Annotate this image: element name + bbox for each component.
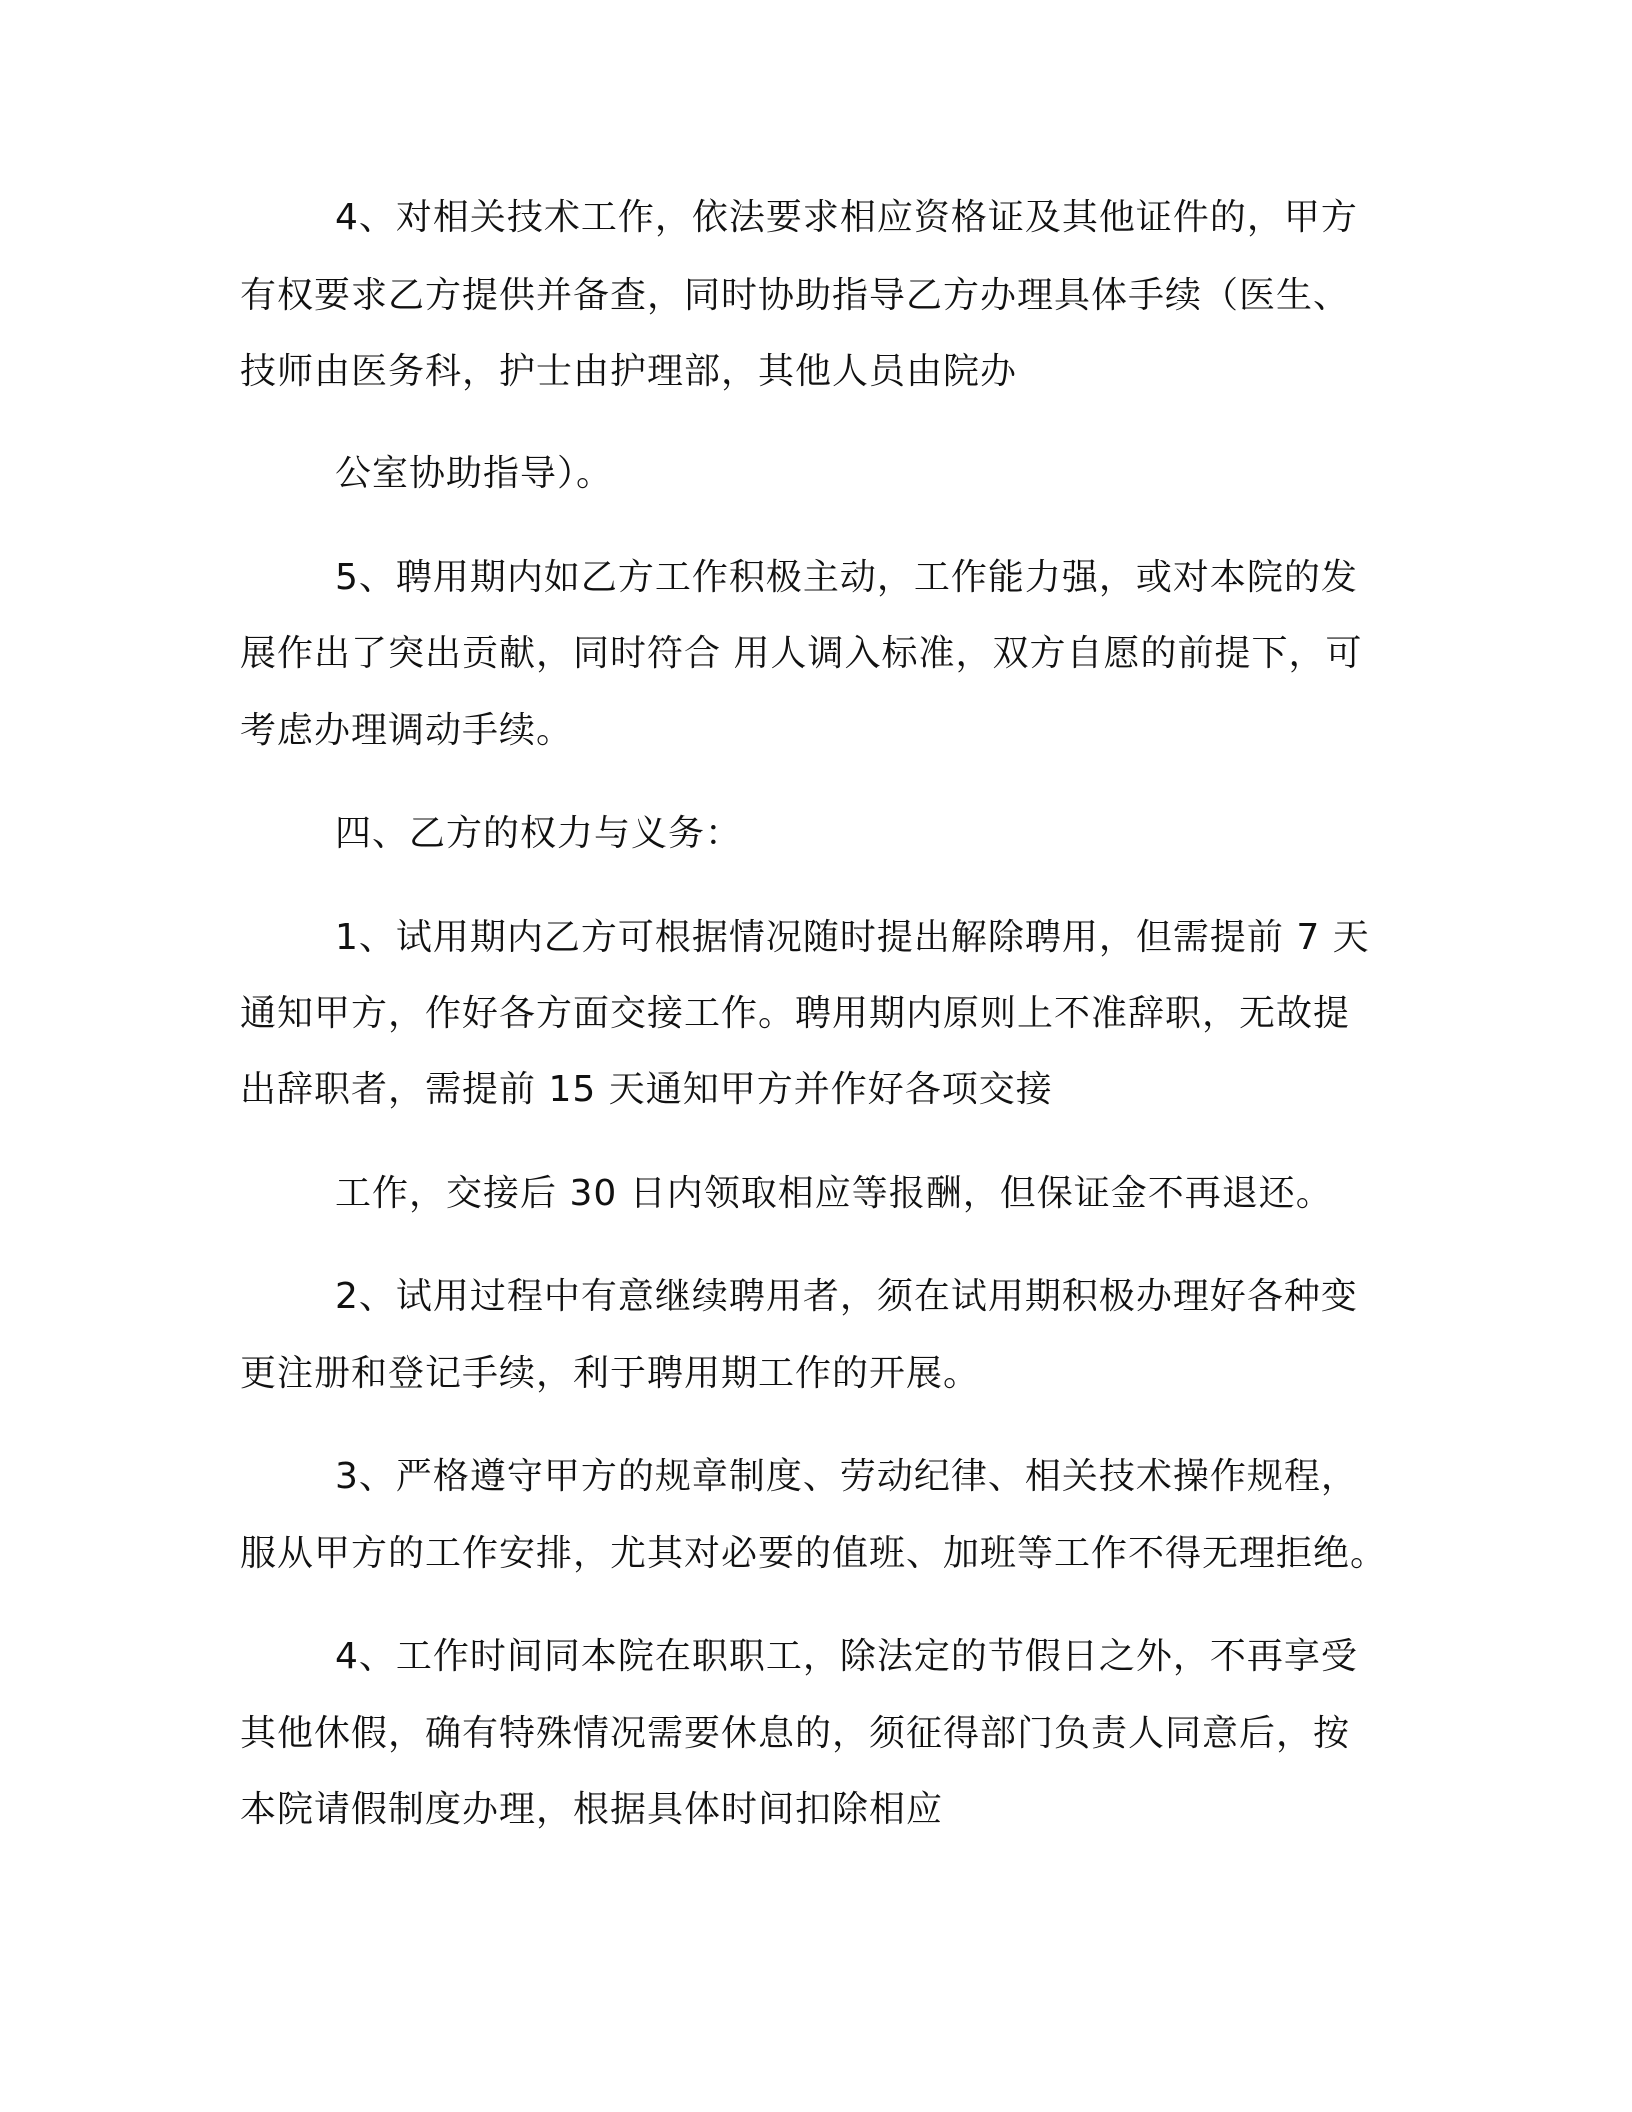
text-line: 其他休假，确有特殊情况需要休息的，须征得部门负责人同意后，按 (240, 1713, 1351, 1754)
text-line: 本院请假制度办理，根据具体时间扣除相应 (240, 1789, 944, 1830)
text-line: 有权要求乙方提供并备查，同时协助指导乙方办理具体手续（医生、 (240, 275, 1351, 316)
text-line: 4、对相关技术工作，依法要求相应资格证及其他证件的，甲方 (335, 197, 1358, 238)
text-line: 展作出了突出贡献，同时符合 用人调入标准，双方自愿的前提下，可 (240, 633, 1363, 674)
text-line: 服从甲方的工作安排，尤其对必要的值班、加班等工作不得无理拒绝。 (240, 1533, 1388, 1574)
text-line: 4、工作时间同本院在职职工，除法定的节假日之外，不再享受 (335, 1636, 1358, 1677)
text-line: 通知甲方，作好各方面交接工作。聘用期内原则上不准辞职，无故提 (240, 993, 1351, 1034)
text-line: 2、试用过程中有意继续聘用者，须在试用期积极办理好各种变 (335, 1276, 1358, 1317)
text-line: 5、聘用期内如乙方工作积极主动，工作能力强，或对本院的发 (335, 557, 1358, 598)
text-line: 3、严格遵守甲方的规章制度、劳动纪律、相关技术操作规程， (335, 1456, 1358, 1497)
text-line: 技师由医务科，护士由护理部，其他人员由院办 (240, 351, 1018, 392)
text-line: 考虑办理调动手续。 (240, 710, 574, 751)
text-line: 公室协助指导）。 (335, 453, 614, 494)
text-line: 更注册和登记手续，利于聘用期工作的开展。 (240, 1353, 981, 1394)
text-line: 1、试用期内乙方可根据情况随时提出解除聘用，但需提前 7 天 (335, 917, 1370, 958)
text-line: 工作，交接后 30 日内领取相应等报酬，但保证金不再退还。 (335, 1173, 1333, 1214)
section-heading: 四、乙方的权力与义务： (335, 813, 743, 854)
text-line: 出辞职者，需提前 15 天通知甲方并作好各项交接 (240, 1069, 1053, 1110)
